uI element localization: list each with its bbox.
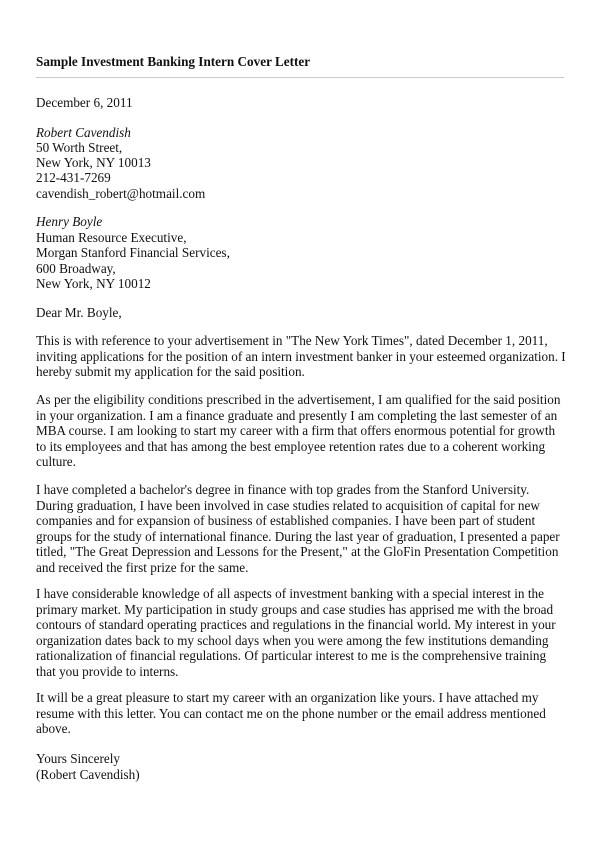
paragraph-line: primary market. My participation in study groups and case studies has apprised me with the broad [36,601,554,617]
paragraph-line: resume with this letter. You can contact me on the phone number or the email address mentioned [36,705,546,721]
paragraph-line: rationalization of financial regulations. Of particular interest to me is the comprehensive training [36,648,547,663]
body-paragraph [36,690,566,737]
paragraph-line: During graduation, I have been involved in case studies related to acquisition of capital for new [36,497,540,513]
paragraph-line: hereby submit my application for the said position. [36,364,305,379]
paragraph-line: I have completed a bachelor's degree in finance with top grades from the Stanford University. [36,482,530,497]
paragraph-line: MBA course. I am looking to start my career with a firm that offers enormous potential for growth [36,423,556,438]
paragraph-line: I have considerable knowledge of all aspects of investment banking with a special interest in the [36,586,544,601]
body-paragraph [36,333,566,380]
paragraph-line: inviting applications for the position of an intern investment banker in your esteemed organization. I [36,348,566,364]
paragraph-line: in your organization. I am a finance graduate and presently I am completing the last semester of an [36,407,558,423]
sender-street: 50 Worth Street, [36,140,123,155]
recipient-title: Human Resource Executive, [36,230,187,245]
paragraph-line: This is with reference to your advertisement in "The New York Times", dated December 1, 2011, [36,333,548,348]
paragraph-line: titled, "The Great Depression and Lessons for the Present," at the GloFin Presentation Competition [36,544,559,559]
title-divider [36,77,564,78]
paragraph-line: It will be a great pleasure to start my career with an organization like yours. I have attached my [36,690,539,705]
salutation: Dear Mr. Boyle, [36,305,122,320]
paragraph-line: that you provide to interns. [36,663,179,679]
document-title: Sample Investment Banking Intern Cover Letter [36,54,311,69]
sender-email: cavendish_robert@hotmail.com [36,186,206,201]
letter-date: December 6, 2011 [36,95,133,110]
body-paragraph [36,392,566,470]
body-paragraph [36,586,566,679]
paragraph-line: contours of standard operating practices and regulations in the financial world. My interest in your [36,617,556,632]
paragraph-line: culture. [36,454,76,469]
paragraph-line: groups for the study of international finance. During the last year of graduation, I presented a paper [36,528,560,544]
recipient-city: New York, NY 10012 [36,276,151,291]
paragraph-line: As per the eligibility conditions prescribed in the advertisement, I am qualified for the said position [36,392,561,407]
paragraph-line: to its employees and that has among the best employee retention rates due to a coherent working [36,438,546,454]
paragraph-line: above. [36,721,71,736]
closing: Yours Sincerely [36,751,121,766]
recipient-company: Morgan Stanford Financial Services, [36,245,230,260]
sender-phone: 212-431-7269 [36,170,111,185]
paragraph-line: and received the first prize for the same. [36,559,249,575]
sender-city: New York, NY 10013 [36,155,151,170]
paragraph-line: companies and for expansion of business of established companies. I have been part of student [36,513,536,528]
recipient-name: Henry Boyle [36,214,103,229]
recipient-street: 600 Broadway, [36,261,116,276]
sender-name: Robert Cavendish [36,125,131,140]
paragraph-line: organization dates back to my school days when you were among the few institutions demanding [36,632,549,648]
signature: (Robert Cavendish) [36,767,140,782]
body-paragraph [36,482,566,575]
